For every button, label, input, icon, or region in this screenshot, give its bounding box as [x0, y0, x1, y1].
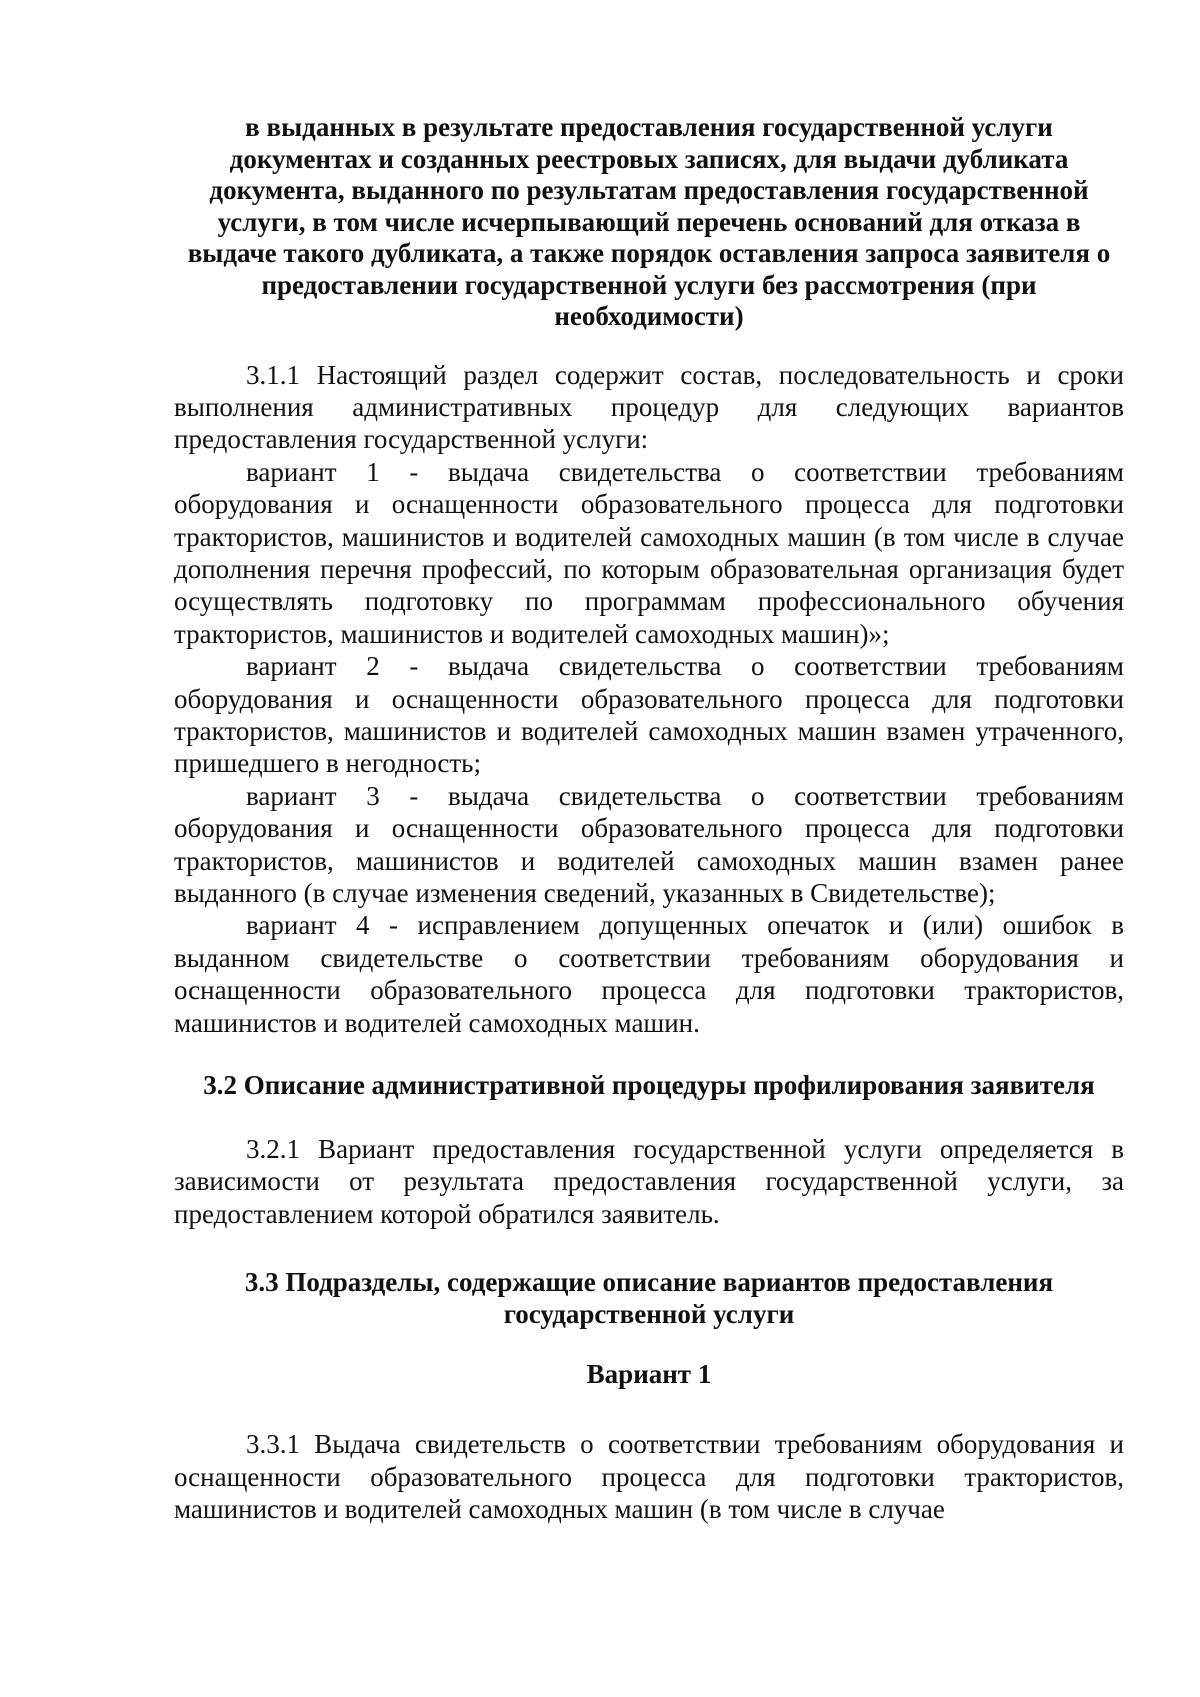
paragraph-3-1-1: 3.1.1 Настоящий раздел содержит состав, последовательность и сроки выполнения административных процедур для следующих вариантов предоставления государственной услуги:	[174, 359, 1124, 455]
spacer	[174, 333, 1124, 359]
document-body	[174, 112, 1124, 1525]
spacer	[174, 1230, 1124, 1266]
variant-4-paragraph: вариант 4 - исправлением допущенных опечаток и (или) ошибок в выданном свидетельстве о соответствии требованиям оборудования и оснащенности образовательного процесса для подготовки трактористов, машинистов и водителей самоходных машин.	[174, 910, 1124, 1038]
section-3-2-title: 3.2 Описание административной процедуры профилирования заявителя	[203, 1070, 1095, 1101]
section-3-3-title: 3.3 Подразделы, содержащие описание вариантов предоставления государственной услуги	[244, 1267, 1054, 1330]
variant-3-paragraph: вариант 3 - выдача свидетельства о соответствии требованиям оборудования и оснащенности образовательного процесса для подготовки трактористов, машинистов и водителей самоходных машин взамен ранее выданного (в случае изменения сведений, указанных в Свидетельстве);	[174, 780, 1124, 908]
spacer	[174, 1101, 1124, 1133]
variant-1-subtitle: Вариант 1	[586, 1359, 712, 1390]
intro-heading: в выданных в результате предоставления государственной услуги документах и созданных реестровых записях, для выдачи дубликата документа, выданного по результатам предоставления государственной услуги, в том числе исчерпывающий перечень оснований для отказа в выдаче такого дубликата, а также порядок оставления запроса заявителя о предоставлении государственной услуги без рассмотрения (при необходимости)	[187, 112, 1111, 331]
variant-2-paragraph: вариант 2 - выдача свидетельства о соответствии требованиям оборудования и оснащенности образовательного процесса для подготовки трактористов, машинистов и водителей самоходных машин взамен утраченного, пришедшего в негодность;	[174, 651, 1124, 779]
spacer	[174, 1390, 1124, 1428]
spacer	[174, 1039, 1124, 1069]
paragraph-3-2-1: 3.2.1 Вариант предоставления государственной услуги определяется в зависимости от результата предоставления государственной услуги, за предоставлением которой обратился заявитель.	[174, 1134, 1124, 1229]
variant-1-paragraph: вариант 1 - выдача свидетельства о соответствии требованиям оборудования и оснащенности образовательного процесса для подготовки трактористов, машинистов и водителей самоходных машин (в том числе в случае дополнения перечня профессий, по которым образовательная организация будет осуществлять подготовку по программам профессионального обучения трактористов, машинистов и водителей самоходных машин)»;	[174, 456, 1124, 649]
paragraph-3-3-1: 3.3.1 Выдача свидетельств о соответствии требованиям оборудования и оснащенности образовательного процесса для подготовки трактористов, машинистов и водителей самоходных машин (в том числе в случае	[174, 1429, 1124, 1525]
spacer	[174, 1330, 1124, 1358]
